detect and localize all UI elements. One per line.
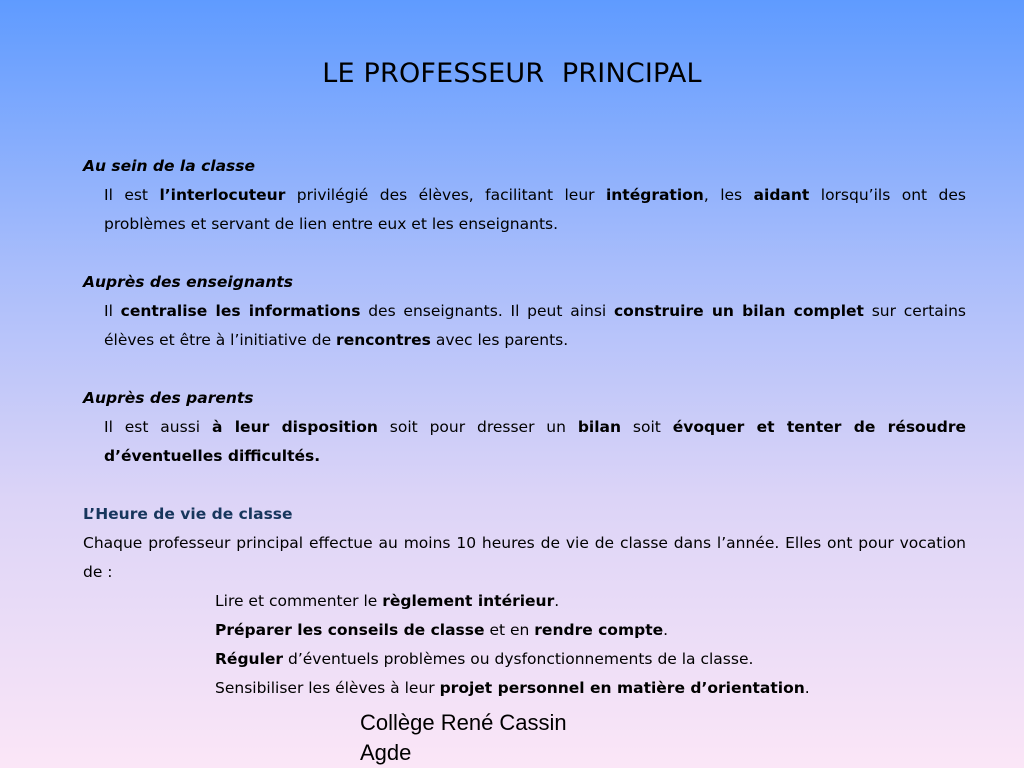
section-enseignants <box>83 268 966 355</box>
text-run: , les <box>703 186 754 204</box>
emphasis-text: bilan <box>577 418 622 436</box>
text-run: . <box>804 679 810 697</box>
text-run: Il <box>104 302 121 320</box>
text-run: . <box>554 592 560 610</box>
text-run: sur certains élèves et être à l’initiative de <box>104 302 966 349</box>
list-item <box>215 616 966 645</box>
emphasis-text: Préparer les conseils de classe <box>215 621 485 639</box>
section-parents <box>83 384 966 471</box>
main-content <box>83 152 966 703</box>
text-run: d’éventuels problèmes ou dysfonctionnements de la classe. <box>283 650 754 668</box>
footer-line-2: Agde <box>360 740 412 765</box>
list-item <box>215 674 966 703</box>
text-run: . <box>663 621 669 639</box>
text-run: Il est aussi <box>104 418 212 436</box>
text-run: avec les parents. <box>430 331 569 349</box>
text-run: Sensibiliser les élèves à leur <box>215 679 440 697</box>
emphasis-text: Réguler <box>215 650 284 668</box>
emphasis-text: projet personnel en matière d’orientation <box>439 679 805 697</box>
emphasis-text: construire un bilan complet <box>613 302 864 320</box>
text-run: soit pour dresser un <box>377 418 578 436</box>
section-classe <box>83 152 966 239</box>
emphasis-text: centralise les informations <box>120 302 361 320</box>
section-text <box>104 413 966 471</box>
section-heading: Auprès des parents <box>83 389 254 407</box>
list-item <box>215 587 966 616</box>
footer-line-1: Collège René Cassin <box>360 710 567 735</box>
section-heading: L’Heure de vie de classe <box>83 505 293 523</box>
text-run: soit <box>621 418 673 436</box>
emphasis-text: rendre compte <box>534 621 664 639</box>
vocation-list <box>215 587 966 703</box>
list-item <box>215 645 966 674</box>
emphasis-text: à leur disposition <box>211 418 378 436</box>
emphasis-text: aidant <box>753 186 810 204</box>
emphasis-text: l’interlocuteur <box>159 186 286 204</box>
footer-school <box>360 708 567 768</box>
section-text <box>104 181 966 239</box>
text-run: des enseignants. Il peut ainsi <box>360 302 614 320</box>
emphasis-text: intégration <box>605 186 704 204</box>
emphasis-text: évoquer et tenter de résoudre d’éventuelles difficultés. <box>104 418 966 465</box>
section-heading: Auprès des enseignants <box>83 273 293 291</box>
text-run: Lire et commenter le <box>215 592 383 610</box>
text-run: privilégié des élèves, facilitant leur <box>285 186 606 204</box>
text-run: Il est <box>104 186 160 204</box>
text-run: lorsqu’ils ont des problèmes et servant de lien entre eux et les enseignants. <box>104 186 966 233</box>
section-intro: Chaque professeur principal effectue au moins 10 heures de vie de classe dans l’année. Elles ont pour vocation de : <box>83 534 966 581</box>
emphasis-text: règlement intérieur <box>382 592 555 610</box>
text-run: et en <box>484 621 535 639</box>
section-heure-vie-classe <box>83 500 966 703</box>
emphasis-text: rencontres <box>336 331 431 349</box>
section-heading: Au sein de la classe <box>83 157 256 175</box>
section-text <box>104 297 966 355</box>
page-title: LE PROFESSEUR PRINCIPAL <box>322 58 702 89</box>
